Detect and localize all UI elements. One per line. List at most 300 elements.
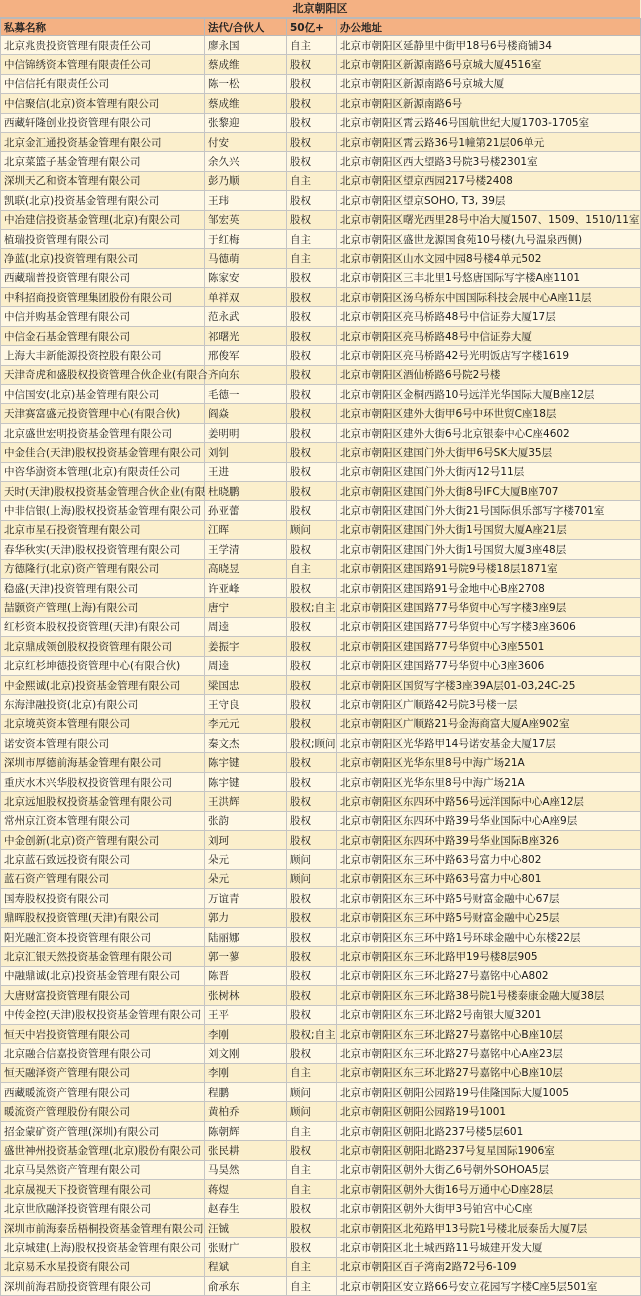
header-type: 50亿+ [287, 19, 337, 36]
company-name-cell: 北京融合信嘉投资管理有限公司 [1, 1044, 205, 1063]
table-row [1, 288, 641, 307]
representative-cell: 陆丽娜 [205, 927, 287, 946]
table-row [1, 656, 641, 675]
company-name-cell: 上海大丰新能源投资控股有限公司 [1, 346, 205, 365]
fund-type-cell: 股权;顾问 [287, 734, 337, 753]
fund-type-cell: 股权 [287, 831, 337, 850]
representative-cell: 梁国忠 [205, 675, 287, 694]
representative-cell: 李刚 [205, 1063, 287, 1082]
table-row [1, 792, 641, 811]
address-cell: 北京市朝阳区东三环中路5号财富金融中心25层 [337, 908, 641, 927]
address-cell: 北京市朝阳区建外大街甲6号中环世贸C座18层 [337, 404, 641, 423]
company-name-cell: 北京易禾水星投资有限公司 [1, 1257, 205, 1276]
address-cell: 北京市朝阳区朝阳公园路19号1001 [337, 1102, 641, 1121]
company-name-cell: 中非信银(上海)股权投资基金管理有限公司 [1, 501, 205, 520]
table-row [1, 171, 641, 190]
fund-type-cell: 股权 [287, 55, 337, 74]
address-cell: 北京市朝阳区新源南路6号京城大厦 [337, 74, 641, 93]
representative-cell: 陈一松 [205, 74, 287, 93]
table-row [1, 501, 641, 520]
address-cell: 北京市朝阳区建国路91号金地中心B座2708 [337, 578, 641, 597]
address-cell: 北京市朝阳区朝阳北路237号复星国际1906室 [337, 1141, 641, 1160]
company-name-cell: 北京盛世宏明投资基金管理有限公司 [1, 423, 205, 442]
address-cell: 北京市朝阳区建国门外大街8号IFC大厦B座707 [337, 481, 641, 500]
fund-type-cell: 自主 [287, 1257, 337, 1276]
representative-cell: 朵元 [205, 869, 287, 888]
table-row [1, 1238, 641, 1257]
company-name-cell: 中金创新(北京)资产管理有限公司 [1, 831, 205, 850]
fund-type-cell: 股权 [287, 132, 337, 151]
company-name-cell: 东海津融投资(北京)有限公司 [1, 695, 205, 714]
representative-cell: 祁曙光 [205, 326, 287, 345]
table-row [1, 695, 641, 714]
company-name-cell: 北京晟视天下投资管理有限公司 [1, 1180, 205, 1199]
table-row [1, 1005, 641, 1024]
company-name-cell: 北京市星石投资管理有限公司 [1, 520, 205, 539]
address-cell: 北京市朝阳区建国门外大街甲6号SK大厦35层 [337, 443, 641, 462]
table-row [1, 675, 641, 694]
company-name-cell: 中信并购基金管理有限公司 [1, 307, 205, 326]
address-cell: 北京市朝阳区东三环北路27号嘉铭中心A座23层 [337, 1044, 641, 1063]
address-cell: 北京市朝阳区东三环北路27号嘉铭中心A802 [337, 966, 641, 985]
address-cell: 北京市朝阳区光华东里8号中海广场21A [337, 772, 641, 791]
fund-type-cell: 自主 [287, 36, 337, 55]
address-cell: 北京市朝阳区东三环北路27号嘉铭中心B座10层 [337, 1024, 641, 1043]
company-name-cell: 天津赛富盛元投资管理中心(有限合伙) [1, 404, 205, 423]
representative-cell: 邢俊军 [205, 346, 287, 365]
representative-cell: 单祥双 [205, 288, 287, 307]
representative-cell: 陈家安 [205, 268, 287, 287]
representative-cell: 王进 [205, 462, 287, 481]
company-name-cell: 净蓝(北京)投资管理有限公司 [1, 249, 205, 268]
company-name-cell: 北京兆贵投资管理有限责任公司 [1, 36, 205, 55]
representative-cell: 陈宇键 [205, 772, 287, 791]
address-cell: 北京市朝阳区北土城西路11号城建开发大厦 [337, 1238, 641, 1257]
table-row [1, 249, 641, 268]
representative-cell: 马昊然 [205, 1160, 287, 1179]
representative-cell: 邹宏英 [205, 210, 287, 229]
representative-cell: 周逵 [205, 617, 287, 636]
company-name-cell: 北京城建(上海)股权投资基金管理有限公司 [1, 1238, 205, 1257]
address-cell: 北京市朝阳区曙光西里28号中冶大厦1507、1509、1510/11室 [337, 210, 641, 229]
fund-type-cell: 股权 [287, 152, 337, 171]
company-name-cell: 诺安资本管理有限公司 [1, 734, 205, 753]
fund-type-cell: 股权 [287, 326, 337, 345]
company-name-cell: 盛世神州投资基金管理(北京)股份有限公司 [1, 1141, 205, 1160]
address-cell: 北京市朝阳区东三环中路1号环球金融中心东楼22层 [337, 927, 641, 946]
company-name-cell: 西藏轩隆创业投资管理有限公司 [1, 113, 205, 132]
fund-type-cell: 股权 [287, 268, 337, 287]
fund-type-cell: 自主 [287, 559, 337, 578]
address-cell: 北京市朝阳区望京西园217号楼2408 [337, 171, 641, 190]
company-name-cell: 中信国安(北京)基金管理有限公司 [1, 385, 205, 404]
table-row [1, 578, 641, 597]
company-name-cell: 北京世欣融泽投资管理有限公司 [1, 1199, 205, 1218]
address-cell: 北京市朝阳区东三环北路38号院1号楼泰康金融大厦38层 [337, 986, 641, 1005]
representative-cell: 刘珂 [205, 831, 287, 850]
company-name-cell: 北京马昊然资产管理有限公司 [1, 1160, 205, 1179]
address-cell: 北京市朝阳区东三环北路27号嘉铭中心B座10层 [337, 1063, 641, 1082]
address-cell: 北京市朝阳区盛世龙源国食苑10号楼(九号温泉西侧) [337, 229, 641, 248]
representative-cell: 江晖 [205, 520, 287, 539]
table-row [1, 443, 641, 462]
table-row [1, 1277, 641, 1296]
address-cell: 北京市朝阳区汤乌桥东中国国际科技会展中心A座11层 [337, 288, 641, 307]
representative-cell: 赵春生 [205, 1199, 287, 1218]
table-row [1, 1121, 641, 1140]
representative-cell: 唐宁 [205, 598, 287, 617]
fund-type-cell: 股权 [287, 772, 337, 791]
fund-type-cell: 股权 [287, 617, 337, 636]
representative-cell: 郭力 [205, 908, 287, 927]
address-cell: 北京市朝阳区建国路77号华贸中心3座5501 [337, 637, 641, 656]
company-name-cell: 春华秋实(天津)股权投资管理有限公司 [1, 540, 205, 559]
address-cell: 北京市朝阳区三丰北里1号悠唐国际写字楼A座1101 [337, 268, 641, 287]
company-name-cell: 深圳天乙和资本管理有限公司 [1, 171, 205, 190]
fund-type-cell: 股权 [287, 346, 337, 365]
table-row [1, 268, 641, 287]
company-name-cell: 凯联(北京)投资基金管理有限公司 [1, 191, 205, 210]
address-cell: 北京市朝阳区山水文园中园8号楼4单元502 [337, 249, 641, 268]
representative-cell: 余久兴 [205, 152, 287, 171]
fund-type-cell: 股权 [287, 1199, 337, 1218]
address-cell: 北京市朝阳区霄云路36号1幢第21层06单元 [337, 132, 641, 151]
representative-cell: 许亚峰 [205, 578, 287, 597]
representative-cell: 王平 [205, 1005, 287, 1024]
representative-cell: 毛德一 [205, 385, 287, 404]
table-row [1, 36, 641, 55]
representative-cell: 王学清 [205, 540, 287, 559]
address-cell: 北京市朝阳区百子湾南2路72号6-109 [337, 1257, 641, 1276]
address-cell: 北京市朝阳区建国门外大街丙12号11层 [337, 462, 641, 481]
header-rep: 法代/合伙人 [205, 19, 287, 36]
address-cell: 北京市朝阳区朝外大街乙6号朝外SOHOA5层 [337, 1160, 641, 1179]
company-name-cell: 中金佳合(天津)股权投资基金管理有限公司 [1, 443, 205, 462]
table-row [1, 1257, 641, 1276]
address-cell: 北京市朝阳区东三环北路2号南银大厦3201 [337, 1005, 641, 1024]
company-name-cell: 北京鼎成领创股权投资管理有限公司 [1, 637, 205, 656]
table-row [1, 947, 641, 966]
company-name-cell: 西藏瑞普投资管理有限公司 [1, 268, 205, 287]
representative-cell: 孙亚蕾 [205, 501, 287, 520]
representative-cell: 汪铖 [205, 1218, 287, 1237]
table-row [1, 1102, 641, 1121]
table-row [1, 850, 641, 869]
fund-type-cell: 股权 [287, 792, 337, 811]
fund-type-cell: 自主 [287, 249, 337, 268]
table-row [1, 520, 641, 539]
table-row [1, 55, 641, 74]
representative-cell: 万谊青 [205, 889, 287, 908]
fund-type-cell: 股权 [287, 656, 337, 675]
address-cell: 北京市朝阳区东四环中路39号华业国际中心A座9层 [337, 811, 641, 830]
representative-cell: 刘文刚 [205, 1044, 287, 1063]
table-row [1, 617, 641, 636]
address-cell: 北京市朝阳区建国门外大街21号国际俱乐部写字楼701室 [337, 501, 641, 520]
fund-type-cell: 股权 [287, 966, 337, 985]
company-name-cell: 天时(天津)股权投资基金管理合伙企业(有限 [1, 481, 205, 500]
representative-cell: 张民耕 [205, 1141, 287, 1160]
table-row [1, 559, 641, 578]
fund-type-cell: 股权 [287, 714, 337, 733]
fund-type-cell: 自主 [287, 1063, 337, 1082]
representative-cell: 郭一蓼 [205, 947, 287, 966]
fund-type-cell: 股权 [287, 927, 337, 946]
fund-type-cell: 顾问 [287, 1083, 337, 1102]
fund-type-cell: 股权 [287, 540, 337, 559]
table-row [1, 1044, 641, 1063]
fund-type-cell: 股权 [287, 811, 337, 830]
company-name-cell: 暖流资产管理股份有限公司 [1, 1102, 205, 1121]
address-cell: 北京市朝阳区朝阳公园路19号佳隆国际大厦1005 [337, 1083, 641, 1102]
table-row [1, 229, 641, 248]
representative-cell: 王守良 [205, 695, 287, 714]
representative-cell: 王洪辉 [205, 792, 287, 811]
company-name-cell: 中信信托有限责任公司 [1, 74, 205, 93]
fund-type-cell: 股权 [287, 404, 337, 423]
company-name-cell: 中融鼎诚(北京)投资基金管理有限公司 [1, 966, 205, 985]
fund-type-cell: 股权 [287, 210, 337, 229]
representative-cell: 陈朝辉 [205, 1121, 287, 1140]
representative-cell: 范永武 [205, 307, 287, 326]
fund-type-cell: 顾问 [287, 869, 337, 888]
representative-cell: 张黎迎 [205, 113, 287, 132]
company-name-cell: 北京汇银天然投资基金管理有限公司 [1, 947, 205, 966]
address-cell: 北京市朝阳区建国路77号华贸中心写字楼3座9层 [337, 598, 641, 617]
table-row [1, 1024, 641, 1043]
table-row [1, 540, 641, 559]
table-row [1, 772, 641, 791]
company-name-cell: 中信聚信(北京)资本管理有限公司 [1, 94, 205, 113]
fund-type-cell: 自主 [287, 229, 337, 248]
company-name-cell: 重庆水木兴华股权投资管理有限公司 [1, 772, 205, 791]
table-row [1, 152, 641, 171]
table-row [1, 346, 641, 365]
fund-type-cell: 股权 [287, 423, 337, 442]
fund-type-cell: 股权 [287, 113, 337, 132]
address-cell: 北京市朝阳区建国路91号院9号楼18层1871室 [337, 559, 641, 578]
address-cell: 北京市朝阳区东四环中路56号远洋国际中心A座12层 [337, 792, 641, 811]
fund-type-cell: 股权 [287, 908, 337, 927]
fund-type-cell: 自主 [287, 1160, 337, 1179]
company-name-cell: 中信锦绣资本管理有限责任公司 [1, 55, 205, 74]
representative-cell: 彭乃顺 [205, 171, 287, 190]
company-name-cell: 恒天中岩投资管理有限公司 [1, 1024, 205, 1043]
fund-type-cell: 自主 [287, 1277, 337, 1296]
representative-cell: 于红梅 [205, 229, 287, 248]
table-row [1, 831, 641, 850]
representative-cell: 付安 [205, 132, 287, 151]
company-name-cell: 北京境英资本管理有限公司 [1, 714, 205, 733]
fund-type-cell: 自主 [287, 1180, 337, 1199]
table-row [1, 1180, 641, 1199]
company-name-cell: 植瑞投资管理有限公司 [1, 229, 205, 248]
address-cell: 北京市朝阳区光华路甲14号诺安基金大厦17层 [337, 734, 641, 753]
company-name-cell: 稳盛(天津)投资管理有限公司 [1, 578, 205, 597]
table-row [1, 637, 641, 656]
company-name-cell: 阳光融汇资本投资管理有限公司 [1, 927, 205, 946]
table-row [1, 753, 641, 772]
address-cell: 北京市朝阳区北苑路甲13号院1号楼北辰泰岳大厦7层 [337, 1218, 641, 1237]
fund-type-cell: 股权 [287, 637, 337, 656]
company-name-cell: 蓝石资产管理有限公司 [1, 869, 205, 888]
table-row [1, 811, 641, 830]
table-row [1, 908, 641, 927]
address-cell: 北京市朝阳区西大望路3号院3号楼2301室 [337, 152, 641, 171]
fund-type-cell: 股权 [287, 986, 337, 1005]
table-row [1, 598, 641, 617]
company-name-cell: 深圳市前海泰岳梧桐投资基金管理有限公司 [1, 1218, 205, 1237]
company-name-cell: 方德隆行(北京)资产管理有限公司 [1, 559, 205, 578]
fund-type-cell: 顾问 [287, 1102, 337, 1121]
table-row [1, 734, 641, 753]
address-cell: 北京市朝阳区建国路77号华贸中心写字楼3座3606 [337, 617, 641, 636]
table-row [1, 1083, 641, 1102]
company-name-cell: 北京蓝石致远投资有限公司 [1, 850, 205, 869]
company-name-cell: 北京金汇通投资基金管理有限公司 [1, 132, 205, 151]
fund-type-cell: 股权 [287, 94, 337, 113]
address-cell: 北京市朝阳区东三环中路5号财富金融中心67层 [337, 889, 641, 908]
representative-cell: 俞承东 [205, 1277, 287, 1296]
fund-type-cell: 股权 [287, 1141, 337, 1160]
representative-cell: 陈宇键 [205, 753, 287, 772]
company-name-cell: 鼎晖股权投资管理(天津)有限公司 [1, 908, 205, 927]
address-cell: 北京市朝阳区亮马桥路48号中信证券大厦 [337, 326, 641, 345]
address-cell: 北京市朝阳区新源南路6号京城大厦4516室 [337, 55, 641, 74]
representative-cell: 杜晓鹏 [205, 481, 287, 500]
table-row [1, 191, 641, 210]
table-row [1, 462, 641, 481]
table-row [1, 423, 641, 442]
address-cell: 北京市朝阳区金桐西路10号远洋光华国际大厦B座12层 [337, 385, 641, 404]
address-cell: 北京市朝阳区望京SOHO, T3, 39层 [337, 191, 641, 210]
fund-type-cell: 股权 [287, 1238, 337, 1257]
header-address: 办公地址 [337, 19, 641, 36]
representative-cell: 齐向东 [205, 365, 287, 384]
company-name-cell: 中冶建信投资基金管理(北京)有限公司 [1, 210, 205, 229]
fund-type-cell: 股权 [287, 365, 337, 384]
company-name-cell: 喆颢资产管理(上海)有限公司 [1, 598, 205, 617]
fund-type-cell: 股权 [287, 191, 337, 210]
address-cell: 北京市朝阳区朝阳北路237号楼5层601 [337, 1121, 641, 1140]
company-name-cell: 北京菜篮子基金管理有限公司 [1, 152, 205, 171]
representative-cell: 阎焱 [205, 404, 287, 423]
table-row [1, 1218, 641, 1237]
table-row [1, 385, 641, 404]
fund-type-cell: 股权 [287, 889, 337, 908]
company-name-cell: 恒天融泽资产管理有限公司 [1, 1063, 205, 1082]
representative-cell: 姜明明 [205, 423, 287, 442]
representative-cell: 王玮 [205, 191, 287, 210]
address-cell: 北京市朝阳区光华东里8号中海广场21A [337, 753, 641, 772]
representative-cell: 秦文杰 [205, 734, 287, 753]
table-row [1, 307, 641, 326]
header-name: 私募名称 [1, 19, 205, 36]
company-name-cell: 中传金控(天津)股权投资基金管理有限公司 [1, 1005, 205, 1024]
table-row [1, 365, 641, 384]
address-cell: 北京市朝阳区建外大街6号北京银泰中心C座4602 [337, 423, 641, 442]
address-cell: 北京市朝阳区霄云路46号国航世纪大厦1703-1705室 [337, 113, 641, 132]
fund-type-cell: 自主 [287, 1121, 337, 1140]
company-name-cell: 中金熙诚(北京)投资基金管理有限公司 [1, 675, 205, 694]
representative-cell: 蒋煜 [205, 1180, 287, 1199]
fund-type-cell: 股权 [287, 481, 337, 500]
company-name-cell: 北京红杉坤德投资管理中心(有限合伙) [1, 656, 205, 675]
fund-type-cell: 股权 [287, 1218, 337, 1237]
fund-type-cell: 股权 [287, 695, 337, 714]
representative-cell: 姜振宇 [205, 637, 287, 656]
company-name-cell: 北京远旭股权投资基金管理有限公司 [1, 792, 205, 811]
representative-cell: 李元元 [205, 714, 287, 733]
table-row [1, 966, 641, 985]
fund-type-cell: 自主 [287, 171, 337, 190]
representative-cell: 程鹏 [205, 1083, 287, 1102]
fund-type-cell: 股权;自主 [287, 598, 337, 617]
company-name-cell: 国寿股权投资有限公司 [1, 889, 205, 908]
table-row [1, 94, 641, 113]
table-row [1, 326, 641, 345]
fund-type-cell: 股权 [287, 675, 337, 694]
table-row [1, 1141, 641, 1160]
table-row [1, 714, 641, 733]
address-cell: 北京市朝阳区东三环中路63号富力中心801 [337, 869, 641, 888]
company-name-cell: 天津奇虎和盛股权投资管理合伙企业(有限合 [1, 365, 205, 384]
company-name-cell: 西藏暖流资产管理有限公司 [1, 1083, 205, 1102]
fund-type-cell: 股权 [287, 1005, 337, 1024]
address-cell: 北京市朝阳区新源南路6号 [337, 94, 641, 113]
address-cell: 北京市朝阳区朝外大街16号万通中心D座28层 [337, 1180, 641, 1199]
fund-type-cell: 顾问 [287, 520, 337, 539]
fund-type-cell: 股权 [287, 501, 337, 520]
address-cell: 北京市朝阳区建国路77号华贸中心3座3606 [337, 656, 641, 675]
fund-type-cell: 股权 [287, 74, 337, 93]
fund-type-cell: 股权 [287, 288, 337, 307]
table-row [1, 1063, 641, 1082]
table-body [1, 36, 641, 1296]
representative-cell: 马德萌 [205, 249, 287, 268]
address-cell: 北京市朝阳区安立路66号安立花园写字楼C座5层501室 [337, 1277, 641, 1296]
address-cell: 北京市朝阳区亮马桥路42号光明饭店写字楼1619 [337, 346, 641, 365]
company-name-cell: 深圳市厚德前海基金管理有限公司 [1, 753, 205, 772]
fund-type-cell: 顾问 [287, 850, 337, 869]
address-cell: 北京市朝阳区东三环中路63号富力中心802 [337, 850, 641, 869]
address-cell: 北京市朝阳区国贸写字楼3座39A层01-03,24C-25 [337, 675, 641, 694]
representative-cell: 朵元 [205, 850, 287, 869]
fund-type-cell: 股权 [287, 753, 337, 772]
representative-cell: 陈晋 [205, 966, 287, 985]
table-row [1, 210, 641, 229]
address-cell: 北京市朝阳区酒仙桥路6号院2号楼 [337, 365, 641, 384]
fund-type-cell: 股权 [287, 947, 337, 966]
address-cell: 北京市朝阳区东三环北路甲19号楼8层905 [337, 947, 641, 966]
fund-type-cell: 股权;自主 [287, 1024, 337, 1043]
fund-type-cell: 股权 [287, 443, 337, 462]
representative-cell: 程斌 [205, 1257, 287, 1276]
representative-cell: 高晓昱 [205, 559, 287, 578]
table-row [1, 404, 641, 423]
representative-cell: 李刚 [205, 1024, 287, 1043]
address-cell: 北京市朝阳区东四环中路39号华业国际B座326 [337, 831, 641, 850]
address-cell: 北京市朝阳区亮马桥路48号中信证券大厦17层 [337, 307, 641, 326]
address-cell: 北京市朝阳区朝外大街甲3号铂宫中心C座 [337, 1199, 641, 1218]
table-row [1, 132, 641, 151]
table-row [1, 986, 641, 1005]
fund-table [0, 18, 641, 1296]
company-name-cell: 红杉资本股权投资管理(天津)有限公司 [1, 617, 205, 636]
table-row [1, 1199, 641, 1218]
header-row [1, 19, 641, 36]
address-cell: 北京市朝阳区延静里中街甲18号6号楼商铺34 [337, 36, 641, 55]
